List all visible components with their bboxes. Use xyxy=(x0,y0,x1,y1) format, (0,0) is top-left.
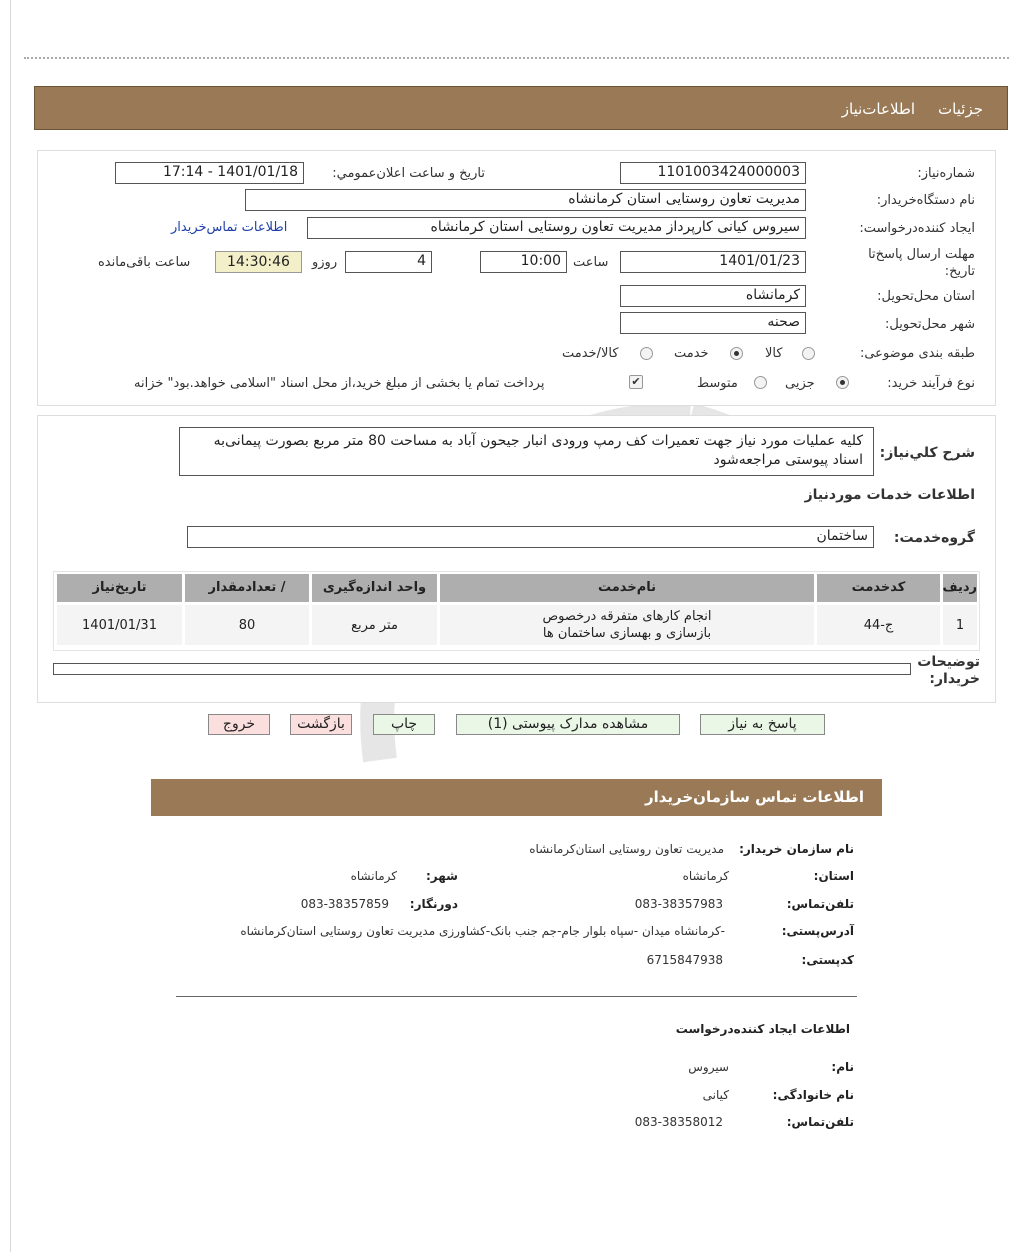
contact-city-value: کرمانشاه xyxy=(350,869,397,883)
category-both-radio[interactable] xyxy=(640,347,653,360)
treasury-payment-checkbox[interactable]: ✔ xyxy=(629,375,643,389)
city-field: صحنه xyxy=(620,312,806,334)
process-label: نوع فرآیند خرید: xyxy=(887,376,975,391)
category-goods-label: کالا xyxy=(765,346,783,361)
tab-need-info[interactable]: اطلاعات‌نیاز xyxy=(841,100,915,118)
contact-fax-value: 083-38357859 xyxy=(300,897,389,911)
process-medium-label: متوسط xyxy=(697,376,738,391)
announce-field: 1401/01/18 - 17:14 xyxy=(115,162,304,184)
contact-address-label: آدرس‌پستی: xyxy=(781,924,854,938)
contact-city-label: شهر: xyxy=(426,869,458,883)
contact-postal-label: کدپستی: xyxy=(801,953,854,967)
col-unit: واحد اندازه‌گیری xyxy=(312,574,437,602)
days-label: روزو xyxy=(312,255,338,270)
category-service-radio[interactable] xyxy=(730,347,743,360)
process-medium-radio[interactable] xyxy=(754,376,767,389)
creator-info-title: اطلاعات ایجاد کننده‌درخواست xyxy=(675,1022,850,1036)
contact-divider xyxy=(176,996,857,997)
contact-org-value: مدیریت تعاون روستایی استان‌کرمانشاه xyxy=(529,842,724,856)
contact-address-value: -کرمانشاه میدان -سپاه بلوار جام-جم جنب بانک-کشاورزی مدیریت تعاون روستایی استان‌کرمانشاه xyxy=(240,924,725,938)
back-button[interactable]: بازگشت xyxy=(290,714,352,735)
deadline-time-field: 10:00 xyxy=(480,251,567,273)
creator-field: سیروس کیانی کارپرداز مدیریت تعاون روستایی استان کرمانشاه xyxy=(307,217,806,239)
page-left-border xyxy=(10,0,11,1252)
attachments-button[interactable]: مشاهده مدارک پیوستی (1) xyxy=(456,714,680,735)
col-quantity: / تعدادمقدار xyxy=(185,574,309,602)
buyer-notes-field xyxy=(53,663,911,675)
need-number-field: 1101003424000003 xyxy=(620,162,806,184)
reply-button[interactable]: پاسخ به نیاز xyxy=(700,714,825,735)
service-group-field: ساختمان xyxy=(187,526,874,548)
time-label: ساعت xyxy=(573,255,609,270)
contact-fax-label: دورنگار: xyxy=(409,897,458,911)
services-section-title: اطلاعات خدمات موردنیاز xyxy=(804,487,975,503)
col-service-code: کدخدمت xyxy=(817,574,940,602)
service-group-label: گروه‌خدمت: xyxy=(893,530,975,546)
category-both-label: کالا/خدمت xyxy=(562,346,619,361)
buyer-contact-header: اطلاعات تماس سازمان‌خریدار xyxy=(151,779,882,816)
creator-phone-label: تلفن‌تماس: xyxy=(786,1115,854,1129)
contact-phone-label: تلفن‌تماس: xyxy=(786,897,854,911)
exit-button[interactable]: خروج xyxy=(208,714,270,735)
creator-name-value: سیروس xyxy=(688,1060,729,1074)
province-field: کرمانشاه xyxy=(620,285,806,307)
creator-family-value: کیانی xyxy=(702,1088,729,1102)
table-cell-row: 1 xyxy=(943,605,977,645)
buyer-org-field: مدیریت تعاون روستایی استان کرمانشاه xyxy=(245,189,806,211)
col-row-number: ردیف xyxy=(943,574,977,602)
dotted-divider xyxy=(24,57,1009,59)
remaining-time: 14:30:46 xyxy=(215,251,302,273)
col-need-date: تاریخ‌نیاز xyxy=(57,574,182,602)
buyer-contact-link[interactable]: اطلاعات تماس‌خریدار xyxy=(171,220,288,235)
table-cell-unit: متر مربع xyxy=(312,605,437,645)
contact-org-label: نام سازمان خریدار: xyxy=(739,842,854,856)
contact-province-value: کرمانشاه xyxy=(682,869,729,883)
announce-label: تاریخ و ساعت اعلان‌عمومي: xyxy=(332,166,485,181)
payment-note: پرداخت تمام یا بخشی از مبلغ خرید،از محل اسناد "اسلامی خواهد.بود" خزانه xyxy=(134,376,545,391)
process-minor-radio[interactable] xyxy=(836,376,849,389)
category-label: طبقه بندی موضوعی: xyxy=(859,346,975,361)
remaining-label: ساعت باقی‌مانده xyxy=(98,255,191,270)
col-service-name: نام‌خدمت xyxy=(440,574,814,602)
description-label: شرح کلي‌نیاز: xyxy=(879,445,975,461)
need-number-label: شماره‌نیاز: xyxy=(917,166,975,181)
city-label: شهر محل‌تحویل: xyxy=(885,317,975,332)
table-cell-date: 1401/01/31 xyxy=(57,605,182,645)
deadline-label: مهلت ارسال پاسخ‌تا تاریخ: xyxy=(868,247,975,279)
buyer-org-label: نام دستگاه‌خریدار: xyxy=(876,193,975,208)
tab-details[interactable]: جزئیات xyxy=(938,100,983,118)
creator-phone-value: 083-38358012 xyxy=(634,1115,723,1129)
province-label: استان محل‌تحویل: xyxy=(877,289,975,304)
buyer-notes-label: توضیحات خریدار: xyxy=(917,654,980,687)
days-field: 4 xyxy=(345,251,432,273)
category-service-label: خدمت xyxy=(674,346,709,361)
process-minor-label: جزیی xyxy=(785,376,815,391)
creator-label: ایجاد کننده‌درخواست: xyxy=(859,221,975,236)
category-goods-radio[interactable] xyxy=(802,347,815,360)
print-button[interactable]: چاپ xyxy=(373,714,435,735)
table-cell-code: ج-44 xyxy=(817,605,940,645)
table-cell-name: انجام کارهای متفرقه درخصوص بازسازی و بهسازی ساختمان ها xyxy=(440,605,814,645)
contact-phone-value: 083-38357983 xyxy=(634,897,723,911)
creator-family-label: نام خانوادگی: xyxy=(772,1088,854,1102)
creator-name-label: نام: xyxy=(831,1060,854,1074)
deadline-date-field: 1401/01/23 xyxy=(620,251,806,273)
description-text: کلیه عملیات مورد نیاز جهت تعمیرات کف رمپ ورودی انبار جیحون آباد به مساحت 80 متر مربع بصورت پیمانی‌به اسناد پیوستی مراجعه‌شود xyxy=(179,427,874,476)
details-header-bar xyxy=(34,86,1008,130)
contact-province-label: استان: xyxy=(813,869,854,883)
table-cell-quantity: 80 xyxy=(185,605,309,645)
contact-postal-value: 6715847938 xyxy=(646,953,723,967)
